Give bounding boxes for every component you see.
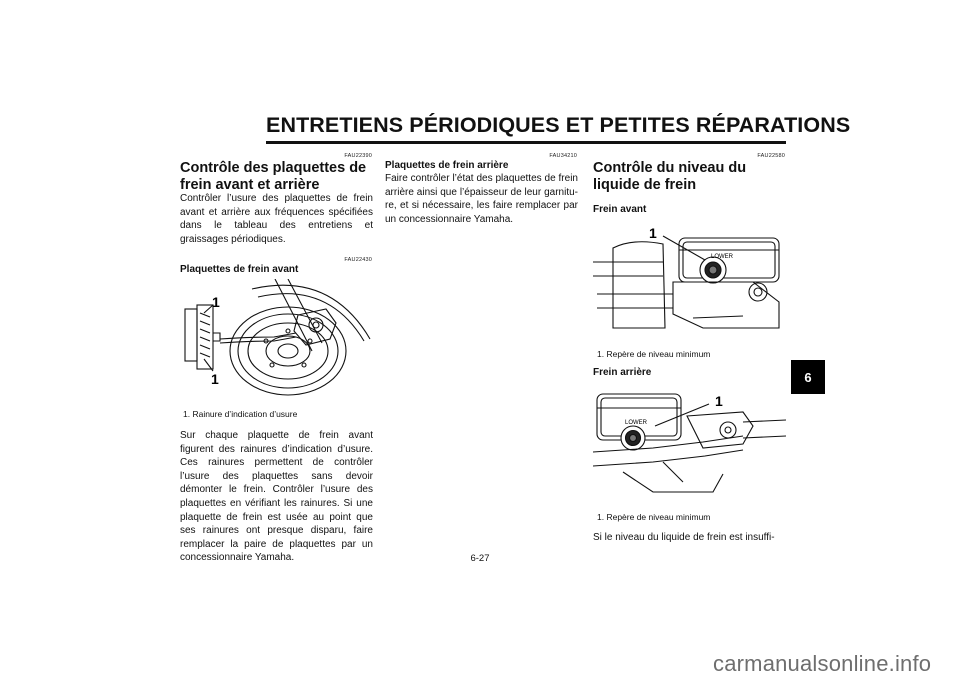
reference-code: FAU22390 <box>344 153 372 159</box>
reference-code: FAU22580 <box>757 153 785 159</box>
chapter-tab: 6 <box>791 360 825 394</box>
page-number: 6-27 <box>470 553 490 564</box>
section-heading-brake-pads: Contrôle des plaquettes de frein avant et arrière <box>180 160 367 193</box>
figure-caption-front-min-level: 1. Repère de niveau minimum <box>597 349 711 359</box>
subheading-front-brake: Frein avant <box>593 204 647 215</box>
reference-code: FAU34210 <box>549 153 577 159</box>
callout-1-top: 1 <box>212 294 220 310</box>
callout-1-front: 1 <box>649 225 657 241</box>
brake-pads-intro: Contrôler l’usure des plaquettes de frein avant et arrière aux fréquences spécifiées dans le tableau des entretiens et graissages périodiques. <box>180 193 373 245</box>
callout-1-bottom: 1 <box>211 371 219 387</box>
lower-mark-label: LOWER <box>625 420 648 426</box>
section-heading-brake-fluid: Contrôle du niveau du liquide de frein <box>593 160 747 193</box>
page-header-title: ENTRETIENS PÉRIODIQUES ET PETITES RÉPARATIONS <box>266 113 851 137</box>
watermark: carmanualsonline.info <box>713 651 932 676</box>
lower-mark-label: LOWER <box>711 254 734 260</box>
rear-brake-reservoir-illustration <box>593 382 786 504</box>
front-brake-pad-illustration <box>180 279 373 405</box>
subheading-front-pads: Plaquettes de frein avant <box>180 264 299 275</box>
front-pads-body: Sur chaque plaquette de frein avant figurent des rainures d’indication d’usure. Ces rainures permettent de contrôler l’usure des plaquettes sans devoir démonter le frein. Contrôler l’usure des plaquettes en vérifiant les rainures. Si une plaquette de frein est usée au point que ses rainures ont presque disparu, faire remplacer la paire de plaquettes par un concessionnaire Yamaha. <box>180 430 373 564</box>
reference-code: FAU22430 <box>344 257 372 263</box>
callout-1-rear: 1 <box>715 393 723 409</box>
front-brake-reservoir-illustration <box>593 218 786 340</box>
header-rule <box>266 141 786 144</box>
rear-pads-body: Faire contrôler l’état des plaquettes de frein arrière ainsi que l’épaisseur de leur garnitu-re, et si nécessaire, les faire remplacer par un concessionnaire Yamaha. <box>385 173 578 225</box>
figure-caption-wear-groove: 1. Rainure d’indication d’usure <box>183 409 298 419</box>
figure-caption-rear-min-level: 1. Repère de niveau minimum <box>597 512 711 522</box>
brake-fluid-body: Si le niveau du liquide de frein est insuffi- <box>593 532 775 543</box>
subheading-rear-pads: Plaquettes de frein arrière <box>385 160 509 171</box>
subheading-rear-brake: Frein arrière <box>593 367 652 378</box>
